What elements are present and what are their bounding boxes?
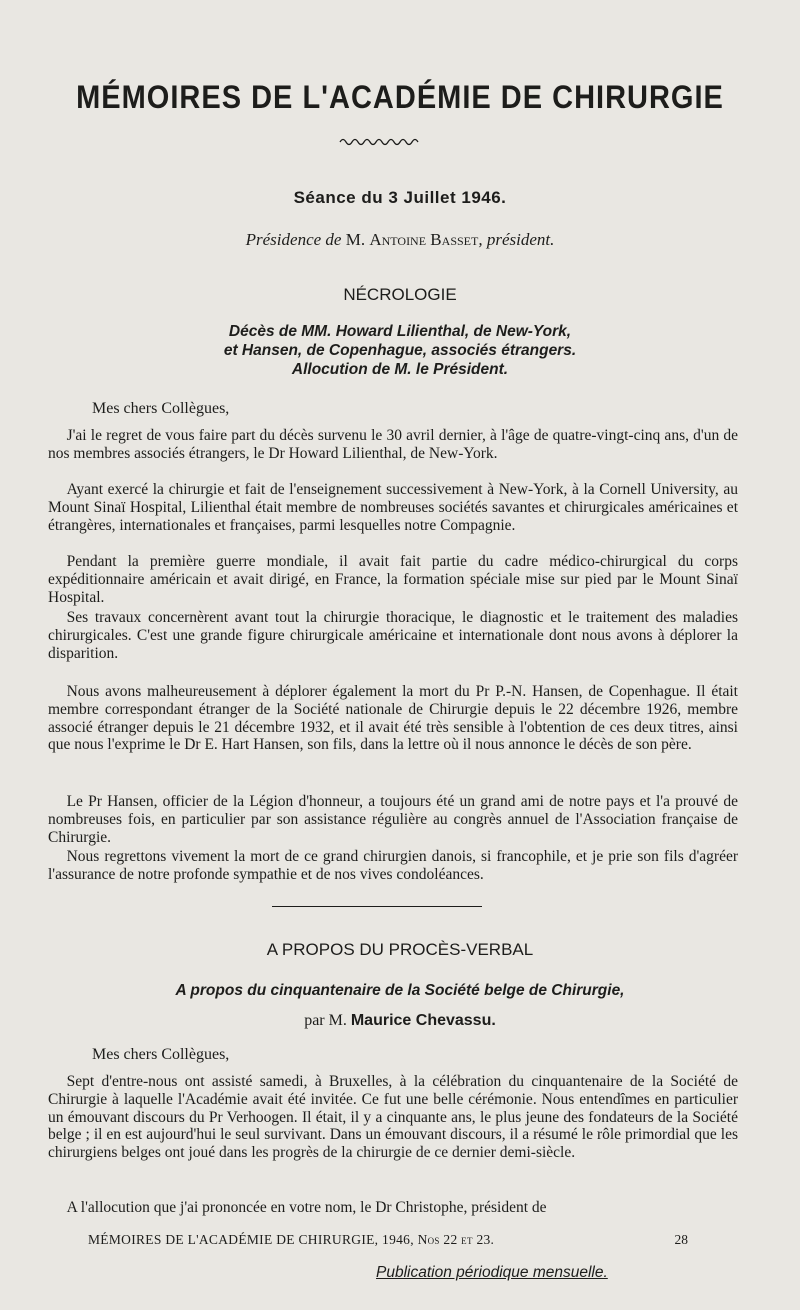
necrologie-subheading — [40, 322, 760, 379]
subhead-line: et Hansen, de Copenhague, associés étrangers. — [223, 342, 577, 359]
paragraph: Ses travaux concernèrent avant tout la chirurgie thoracique, le diagnostic et le traitement des maladies chirurgicales. C'est une grande figure chirurgicale américaine et internationale dont nous avons à déplorer la disparition. — [48, 609, 738, 662]
subhead-line: Allocution de M. le Président. — [291, 361, 509, 378]
journal-title: MÉMOIRES DE L'ACADÉMIE DE CHIRURGIE — [76, 80, 724, 116]
subhead-line: Décès de MM. Howard Lilienthal, de New-York, — [228, 323, 572, 340]
ornament-divider — [338, 136, 422, 148]
paragraph: Ayant exercé la chirurgie et fait de l'enseignement successivement à New-York, à la Cornell University, au Mount Sinaï Hospital, Lilienthal était membre de nombreuses sociétés savantes et chirurgicales américaines et étrangères, internationales et françaises, parmi lesquelles notre Compagnie. — [48, 481, 738, 534]
publication-note: Publication périodique mensuelle. — [376, 1264, 608, 1281]
section-heading-proces-verbal: A PROPOS DU PROCÈS-VERBAL — [266, 940, 534, 959]
page-number: 28 — [674, 1232, 688, 1247]
author-name: Maurice Chevassu. — [350, 1012, 496, 1029]
president-name: Antoine Basset — [369, 230, 479, 249]
journal-reference: MÉMOIRES DE L'ACADÉMIE DE CHIRURGIE, 1946, Nos 22 et 23. — [88, 1232, 495, 1247]
proces-verbal-subheading: A propos du cinquantenaire de la Société belge de Chirurgie, — [175, 982, 625, 999]
author-line — [40, 1012, 760, 1030]
running-footer — [88, 1232, 688, 1248]
paragraph: A l'allocution que j'ai prononcée en votre nom, le Dr Christophe, président de — [66, 1199, 547, 1216]
presidence-suffix: , président. — [478, 230, 555, 249]
section-heading-necrologie: NÉCROLOGIE — [343, 285, 457, 304]
author-prefix: par M. — [304, 1012, 347, 1029]
salutation: Mes chers Collègues, — [92, 1046, 230, 1063]
presidence-line — [40, 230, 760, 250]
salutation: Mes chers Collègues, — [92, 400, 230, 417]
paragraph: Sept d'entre-nous ont assisté samedi, à Bruxelles, à la célébration du cinquantenaire de la Société de Chirurgie à laquelle l'Académie avait été invitée. Ce fut une belle cérémonie. Nous entendîmes en particulier un émouvant discours du Pr Verhoogen. Il était, il y a cinquante ans, le plus jeune des fondateurs de la Société belge ; il en est aujourd'hui le seul survivant. Dans un émouvant discours, il a résumé le rôle primordial que les chirurgiens belges ont joué dans les progrès de la chirurgie de ce dernier demi-siècle. — [48, 1073, 738, 1162]
paragraph: Pendant la première guerre mondiale, il avait fait partie du cadre médico-chirurgical du corps expéditionnaire américain et avait dirigé, en France, la formation spéciale mise sur pied par le Mount Sinaï Hospital. — [48, 553, 738, 606]
presidence-title: M. — [345, 230, 366, 249]
paragraph: Nous avons malheureusement à déplorer également la mort du Pr P.-N. Hansen, de Copenhague. Il était membre correspondant étranger de la Société nationale de Chirurgie depuis le 22 décembre 1926, membre associé étranger depuis le 21 décembre 1932, et il avait été très sensible à l'obtention de ces deux titres, ainsi que nous l'exprime le Dr E. Hart Hansen, son fils, dans la lettre où il nous annonce le décès de son père. — [48, 683, 738, 754]
presidence-prefix: Présidence de — [245, 230, 342, 249]
paragraph: Le Pr Hansen, officier de la Légion d'honneur, a toujours été un grand ami de notre pays et l'a prouvé de nombreuses fois, en particulier par son assistance régulière au congrès annuel de l'Association française de Chirurgie. — [48, 793, 738, 846]
seance-date: Séance du 3 Juillet 1946. — [293, 188, 507, 207]
paragraph: Nous regrettons vivement la mort de ce grand chirurgien danois, si francophile, et je prie son fils d'agréer l'assurance de notre profonde sympathie et de nos vives condoléances. — [48, 848, 738, 883]
paragraph: J'ai le regret de vous faire part du décès survenu le 30 avril dernier, à l'âge de quatre-vingt-cinq ans, d'un de nos membres associés étrangers, le Dr Howard Lilienthal, de New-York. — [48, 427, 738, 462]
section-divider — [272, 906, 482, 907]
